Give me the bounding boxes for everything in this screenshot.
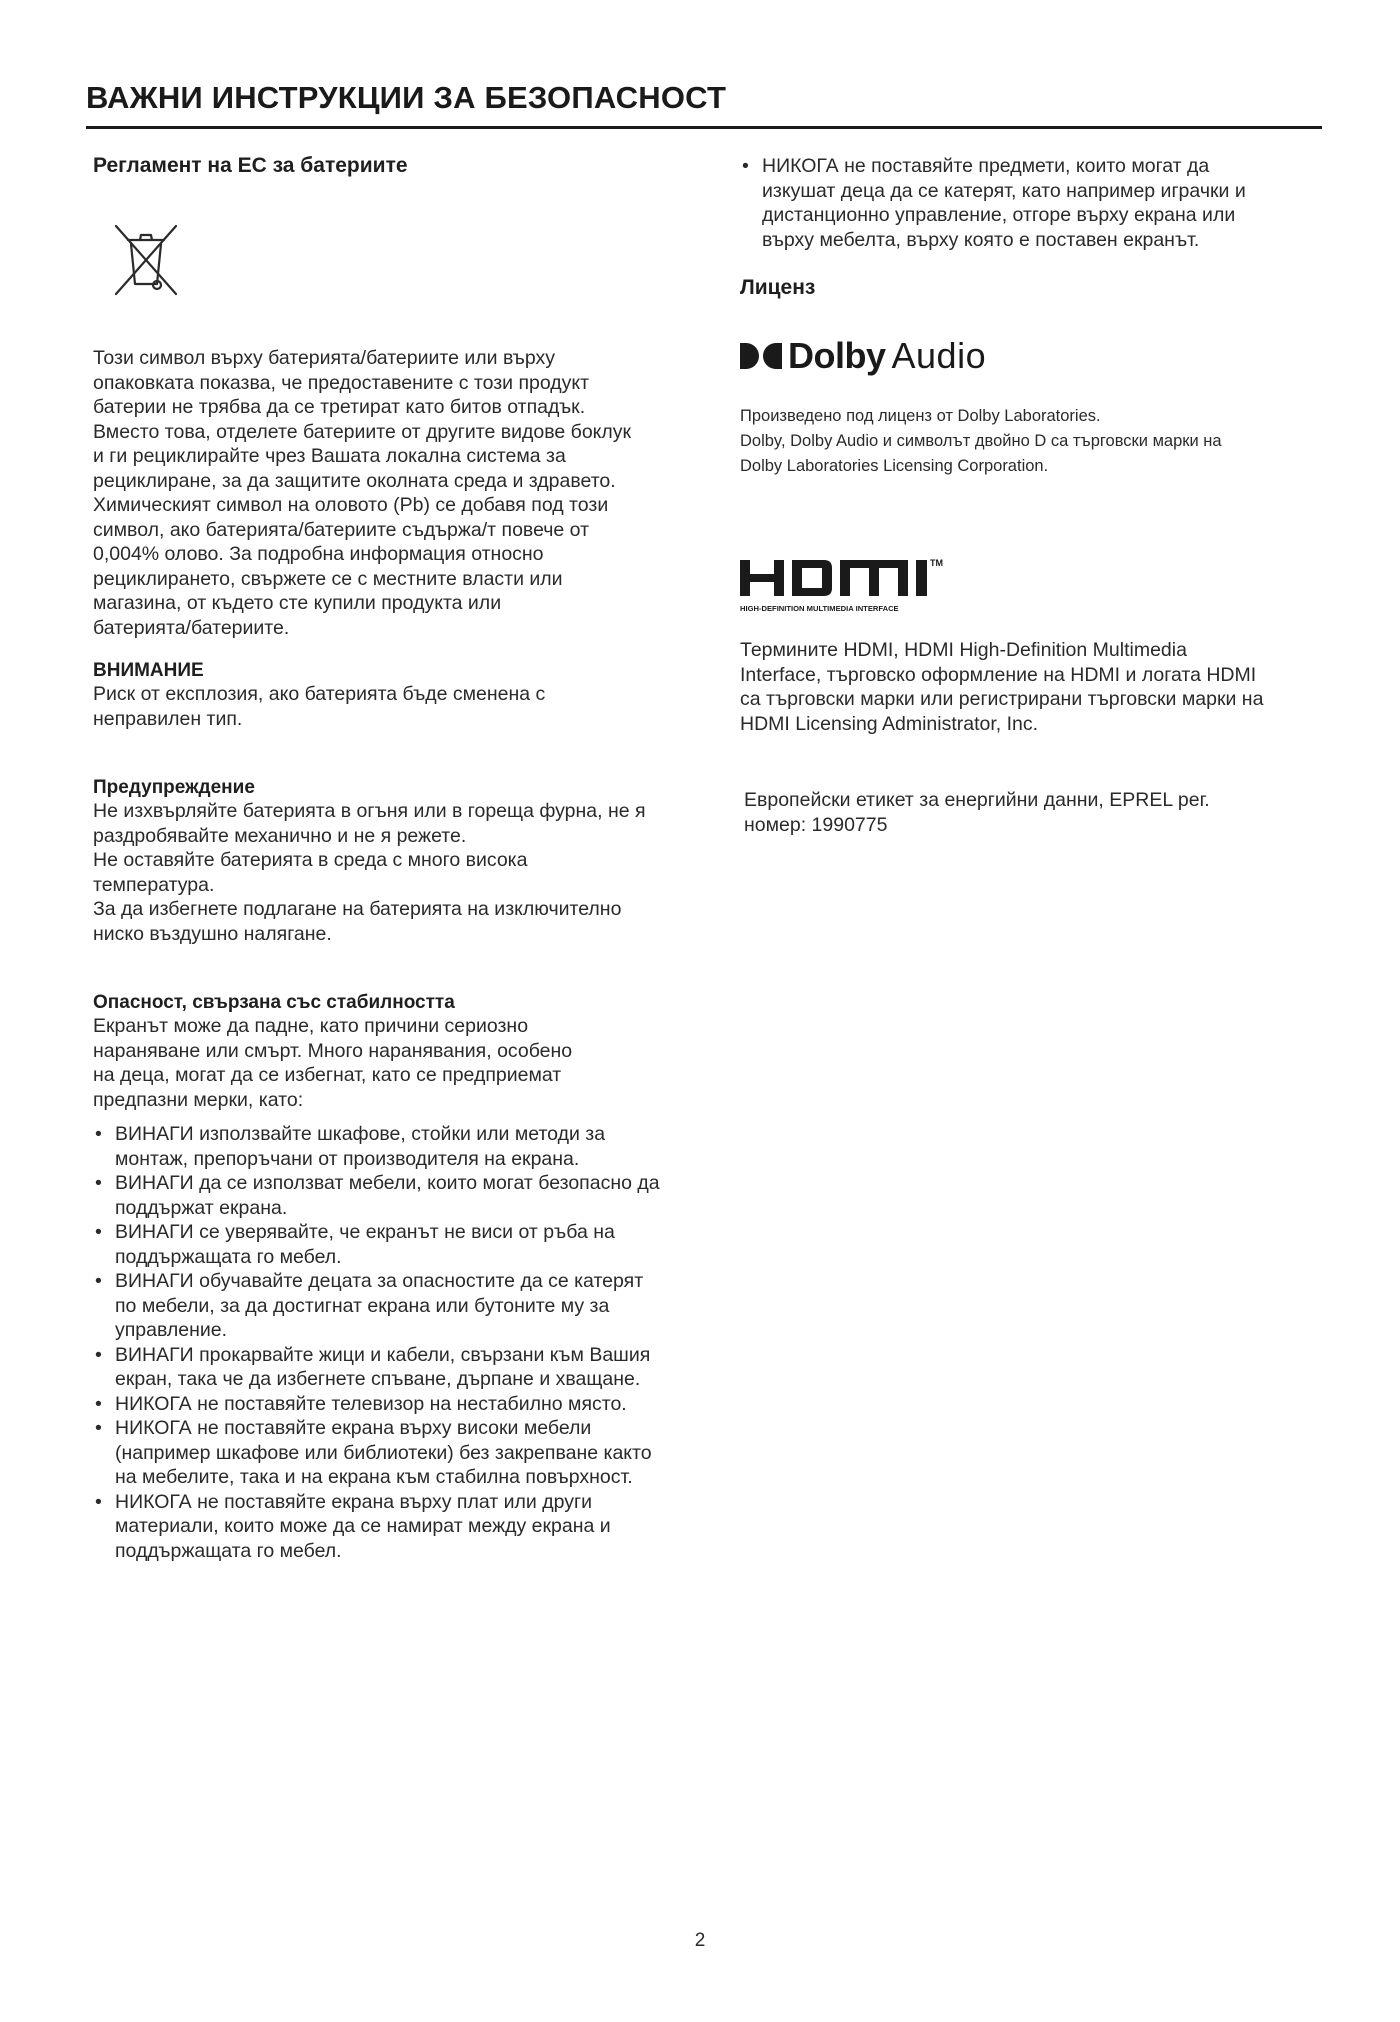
dolby-logo-word: Dolby bbox=[788, 335, 886, 376]
dolby-double-d-icon bbox=[740, 343, 782, 369]
caution-paragraph: Риск от експлозия, ако батерията бъде сменена с неправилен тип. bbox=[93, 683, 546, 730]
battery-heading: Регламент на ЕС за батериите bbox=[93, 154, 408, 177]
eprel-text: Европейски етикет за енергийни данни, EPREL рег. номер: 1990775 bbox=[744, 789, 1210, 836]
dolby-license-text: Произведено под лиценз от Dolby Laboratories. Dolby, Dolby Audio и символът двойно D са търговски марки на Dolby Laboratories Licensing Corporation. bbox=[740, 407, 1222, 475]
hdmi-logo bbox=[740, 556, 980, 614]
crossed-out-bin-icon bbox=[110, 222, 182, 298]
dolby-logo-audio: Audio bbox=[891, 335, 987, 376]
list-item: • НИКОГА не поставяйте телевизор на нестабилно място. bbox=[93, 1392, 713, 1417]
title-divider bbox=[86, 126, 1322, 129]
right-column bbox=[740, 154, 1320, 300]
battery-paragraph: Този символ върху батерията/батериите или върху опаковката показва, че предоставените с този продукт батерии не трябва да се третират като битов отпадък. Вместо това, отделете батериите от другите видове боклук и ги рециклирайте чрез Вашата локална система за рециклиране, за да защитите околната среда и здравето. Химическият символ на оловото (Pb) се добавя под този символ, ако батерията/батериите съдържа/т повече от 0,004% олово. За подробна информация относно рециклирането, свържете се с местните власти или магазина, от където сте купили продукта или батерията/батериите. bbox=[93, 347, 632, 639]
warning-paragraph: Не изхвърляйте батерията в огъня или в гореща фурна, не я раздробявайте механично и не я режете. Не оставяйте батерията в среда с много висока температура. За да избегнете подлагане на батерията на изключително ниско въздушно налягане. bbox=[93, 800, 646, 945]
left-column bbox=[93, 154, 713, 1563]
list-item: • НИКОГА не поставяйте екрана върху плат или други материали, които може да се намират между екрана и поддържащата го мебел. bbox=[93, 1490, 713, 1564]
hdmi-tagline: HIGH-DEFINITION MULTIMEDIA INTERFACE bbox=[740, 604, 899, 613]
list-item: • ВИНАГИ прокарвайте жици и кабели, свързани към Вашия екран, така че да избегнете спъване, дърпане и хващане. bbox=[93, 1343, 713, 1392]
stability-bullet-list-continued bbox=[740, 154, 1320, 252]
list-item: • ВИНАГИ се уверявайте, че екранът не виси от ръба на поддържащата го мебел. bbox=[93, 1220, 713, 1269]
list-item: • ВИНАГИ да се използват мебели, които могат безопасно да поддържат екрана. bbox=[93, 1171, 713, 1220]
stability-paragraph: Екранът може да падне, като причини сериозно нараняване или смърт. Много наранявания, особено на деца, могат да се избегнат, като се предприемат предпазни мерки, като: bbox=[93, 1015, 573, 1111]
list-item: • НИКОГА не поставяйте предмети, които могат да изкушат деца да се катерят, като например играчки и дистанционно управление, отгоре върху екрана или върху мебелта, върху която е поставен екранът. bbox=[740, 154, 1320, 252]
list-item: • ВИНАГИ обучавайте децата за опасностите да се катерят по мебели, за да достигнат екрана или бутоните му за управление. bbox=[93, 1269, 713, 1343]
license-heading: Лиценз bbox=[740, 276, 816, 299]
warning-heading: Предупреждение bbox=[93, 777, 255, 798]
page-number: 2 bbox=[694, 1930, 706, 1951]
caution-heading: ВНИМАНИЕ bbox=[93, 660, 204, 681]
page-title: ВАЖНИ ИНСТРУКЦИИ ЗА БЕЗОПАСНОСТ bbox=[86, 80, 727, 115]
stability-bullet-list bbox=[93, 1122, 713, 1563]
list-item: • ВИНАГИ използвайте шкафове, стойки или методи за монтаж, препоръчани от производителя на екрана. bbox=[93, 1122, 713, 1171]
hdmi-license-text: Термините HDMI, HDMI High-Definition Multimedia Interface, търговско оформление на HDMI и логата HDMI са търговски марки или регистрирани търговски марки на HDMI Licensing Administrator, Inc. bbox=[740, 639, 1264, 735]
hdmi-tm: TM bbox=[930, 558, 943, 568]
list-item: • НИКОГА не поставяйте екрана върху високи мебели (например шкафове или библиотеки) без закрепване както на мебелите, така и на екрана към стабилна повърхност. bbox=[93, 1416, 713, 1490]
stability-heading: Опасност, свързана със стабилността bbox=[93, 992, 455, 1013]
dolby-audio-logo bbox=[740, 336, 986, 376]
